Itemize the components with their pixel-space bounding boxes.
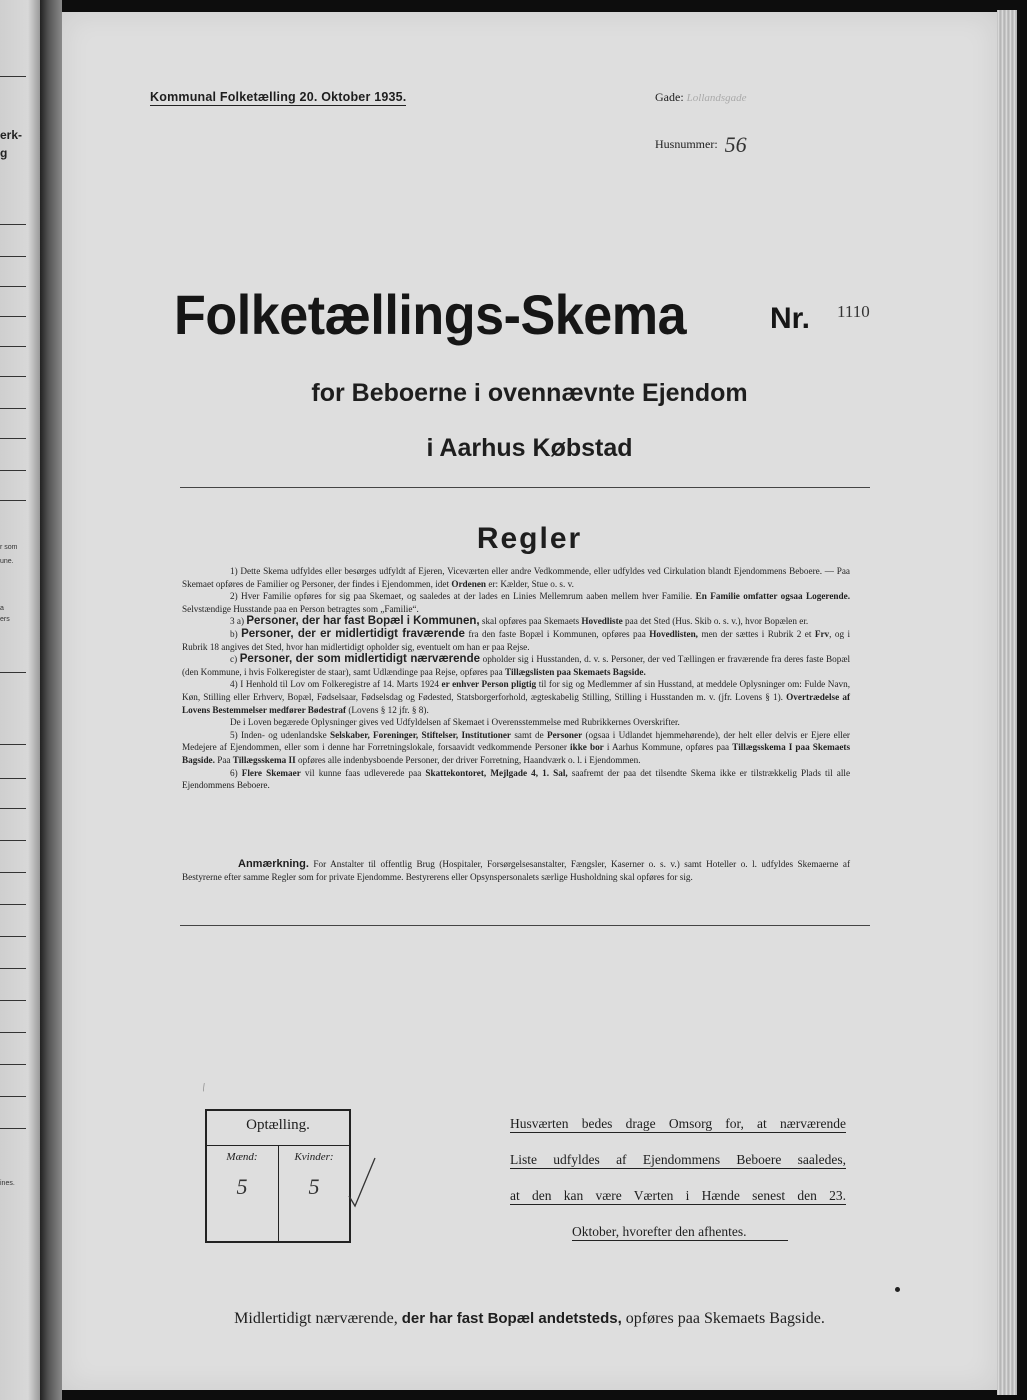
count-box-row <box>207 1145 349 1242</box>
form-subtitle: for Beboerne i ovennævnte Ejendom <box>311 379 748 407</box>
left-page-fragment: erk- <box>0 128 23 142</box>
check-mark-icon <box>347 1154 407 1214</box>
rule-3a: 3 a) Personer, der har fast Bopæl i Kommunen, skal opføres paa Skemaets Hovedliste paa det Sted (Hus. Skib o. s. v.), hvor Bopælen er. <box>230 615 809 628</box>
left-page-rule <box>0 936 26 937</box>
left-page-rule <box>0 904 26 905</box>
left-page-rule <box>0 286 26 287</box>
divider <box>180 487 870 488</box>
page-edge <box>997 10 1017 1395</box>
remark-text: For Anstalter til offentlig Brug (Hospitaler, Forsørgelsesanstalter, Fængsler, Kaserner o. s. v.) samt Hoteller o. l. udfyldes Skemaerne af Bestyrerne efter samme Regler som for private Ejendomme. Bestyrerens eller Opsynspersonalets særlige Husholdning skal opføres for sig. <box>182 859 851 882</box>
form-number-value: 1110 <box>837 302 870 321</box>
divider <box>180 925 870 926</box>
left-page-rule <box>0 778 26 779</box>
ink-dot <box>895 1287 900 1292</box>
left-page-rule <box>0 1128 26 1129</box>
rule-5: 5) Inden- og udenlandske Selskaber, Foreninger, Stiftelser, Institutioner samt de Personer (ogsaa i Udlandet hjemmehørende), der helt eller delvis er Ejere eller Medejere af Ejendommen, eller som i denne har Forretningslokale, forsaavidt vedkommende Personer ikke bor i Aarhus Kommune, opføres paa Tillægsskema I paa Skemaets Bagside. Paa Tillægsskema II opføres alle indenbysboende Personer, der driver Forretning, Haandværk o. l. i Ejendommen. <box>182 729 851 765</box>
left-page-rule <box>0 470 26 471</box>
men-column <box>207 1146 277 1242</box>
street-field <box>655 90 747 105</box>
house-number-field <box>655 128 747 157</box>
count-box <box>205 1109 351 1243</box>
left-page-rule <box>0 438 26 439</box>
remark-label: Anmærkning. <box>238 858 309 870</box>
men-count: 5 <box>236 1174 248 1199</box>
landlord-notice-line: Oktober, hvorefter den afhentes. <box>572 1224 788 1241</box>
book-gutter <box>40 0 62 1400</box>
census-header: Kommunal Folketælling 20. Oktober 1935. <box>150 90 407 104</box>
rule-1: 1) Dette Skema udfyldes eller besørges udfyldt af Ejeren, Viceværten eller andre Vedkommende, eller udfyldes ved Cirkulation blandt Ejendommens Beboere. — Paa Skemaet opføres de Familier og Personer, der findes i Ejendommen, idet Ordenen er: Kælder, Stue o. s. v. <box>182 566 850 589</box>
footer-note: Midlertidigt nærværende, der har fast Bopæl andetsteds, opføres paa Skemaets Bagside. <box>234 1310 825 1327</box>
rule-4-note: De i Loven begærede Oplysninger gives ved Udfyldelsen af Skemaet i Overensstemmelse med Rubrikkernes Overskrifter. <box>230 717 680 728</box>
left-page-fragment: a <box>0 605 4 612</box>
left-page-rule <box>0 256 26 257</box>
left-page-fragment: ers <box>0 616 10 623</box>
rules-text <box>182 565 850 792</box>
left-page-rule <box>0 1064 26 1065</box>
women-count: 5 <box>308 1174 320 1199</box>
pencil-mark: \ <box>199 1079 209 1095</box>
left-page-strip <box>0 0 40 1400</box>
rule-4: 4) I Henhold til Lov om Folkeregistre af 14. Marts 1924 er enhver Person pligtig til for sig og Medlemmer af sin Husstand, at meddele Oplysninger om: Fulde Navn, Køn, Stilling eller Erhverv, Bopæl, Fødselsaar, Fødselsdag og Fødested, Statsborgerforhold, ægteskabelig Stilling, Stilling i Husstanden m. v. (jfr. Lovens § 1). Overtrædelse af Lovens Bestemmelser medfører Bødestraf (Lovens § 12 jfr. § 8). <box>182 679 851 715</box>
left-page-rule <box>0 744 26 745</box>
women-label: Kvinder: <box>294 1151 334 1163</box>
rules-heading: Regler <box>476 522 583 555</box>
men-label: Mænd: <box>226 1151 258 1163</box>
count-box-title: Optælling. <box>246 1117 310 1133</box>
left-page-rule <box>0 500 26 501</box>
left-page-rule <box>0 872 26 873</box>
left-page-fragment: ines. <box>0 1180 15 1187</box>
left-page-rule <box>0 808 26 809</box>
left-page-rule <box>0 408 26 409</box>
women-column <box>278 1146 349 1242</box>
rule-2: 2) Hver Familie opføres for sig paa Skemaet, og saaledes at der lades en Linies Mellemrum aaben mellem hver Familie. En Familie omfatter ogsaa Logerende. Selvstændige Husstande paa en Person betragtes som „Familie“. <box>182 591 850 614</box>
rule-6: 6) Flere Skemaer vil kunne faas udleverede paa Skattekontoret, Mejlgade 4, 1. Sal, saafremt der paa det tilsendte Skema ikke er tilstrækkelig Plads til alle Ejendommens Beboere. <box>182 767 851 791</box>
remark-section <box>182 858 850 883</box>
rule-3c: c) Personer, der som midlertidigt nærværende opholder sig i Husstanden, d. v. s. Personer, der ved Tællingen er fraværende fra deres faste Bopæl (den Kommune, i hvis Folkeregister de staar), samt Udlændinge paa Rejse, opføres paa Tillægslisten paa Skemaets Bagside. <box>182 653 850 677</box>
form-title: Folketællings-Skema <box>174 283 687 346</box>
left-page-rule <box>0 316 26 317</box>
left-page-rule <box>0 1000 26 1001</box>
left-page-rule <box>0 224 26 225</box>
left-page-rule <box>0 346 26 347</box>
house-number-value: 56 <box>724 132 747 157</box>
left-page-rule <box>0 840 26 841</box>
left-page-rule <box>0 1032 26 1033</box>
form-subtitle-location: i Aarhus Købstad <box>426 434 633 462</box>
landlord-notice-line: Liste udfyldes af Ejendommens Beboere saaledes, <box>510 1152 846 1167</box>
street-value: Lollandsgade <box>686 92 747 104</box>
left-page-fragment: r som <box>0 544 18 551</box>
rule-3b: b) Personer, der er midlertidigt fraværende fra den faste Bopæl i Kommunen, opføres paa Hovedlisten, men der sættes i Rubrik 2 et Frv, og i Rubrik 18 angives det Sted, hvor han midlertidigt opholder sig, eventuelt om han er paa Rejse. <box>182 627 851 652</box>
landlord-notice-line: Husværten bedes drage Omsorg for, at nærværende <box>510 1116 846 1131</box>
census-form-page <box>62 12 997 1390</box>
landlord-notice-line: at den kan være Værten i Hænde senest den 23. <box>510 1188 846 1203</box>
left-page-rule <box>0 1096 26 1097</box>
left-page-rule <box>0 672 26 673</box>
left-page-fragment: g <box>0 146 8 160</box>
left-page-rule <box>0 76 26 77</box>
form-number-label: Nr. <box>770 302 811 335</box>
street-label: Gade: <box>655 90 684 104</box>
left-page-fragment: une. <box>0 558 14 565</box>
house-number-label: Husnummer: <box>655 137 718 151</box>
left-page-rule <box>0 968 26 969</box>
left-page-rule <box>0 376 26 377</box>
